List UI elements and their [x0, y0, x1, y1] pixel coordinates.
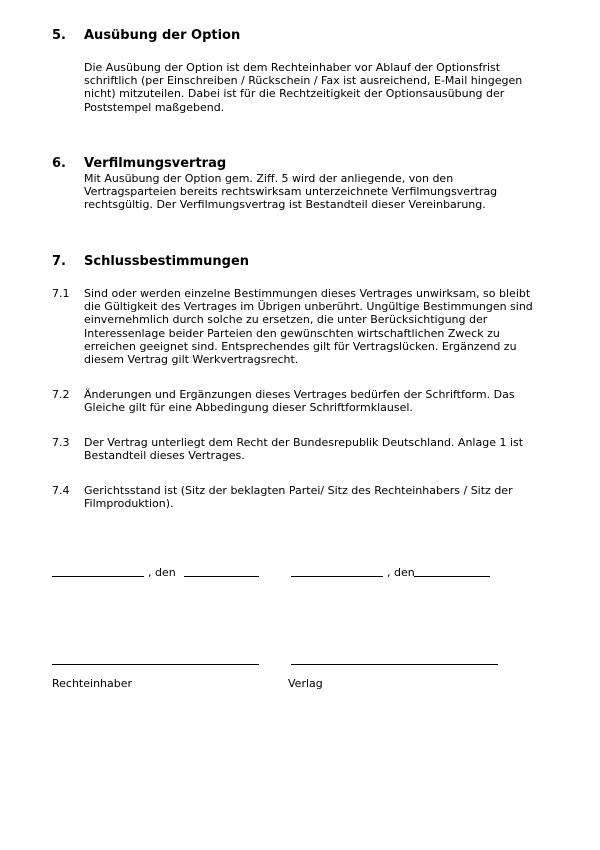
text-line: erreichen geeignet sind. Entsprechendes gilt für Vertragslücken. Ergänzend zu	[84, 339, 517, 353]
text-line: rechtsgültig. Der Verfilmungsvertrag ist Bestandteil dieser Vereinbarung.	[84, 198, 486, 212]
section-title: Verfilmungsvertrag	[84, 156, 227, 171]
section-number: 6.	[52, 156, 66, 171]
text-line: Gerichtsstand ist (Sitz der beklagten Partei/ Sitz des Rechteinhabers / Sitz der	[84, 484, 513, 497]
text-line: Mit Ausübung der Option gem. Ziff. 5 wird der anliegende, von den	[84, 172, 454, 185]
text-line: diesem Vertrag gilt Werkvertragsrecht.	[84, 353, 299, 367]
subsection-number: 7.1	[52, 287, 70, 300]
subsection-number: 7.3	[52, 436, 70, 449]
section-number: 7.	[52, 254, 66, 269]
text-line: Vertragsparteien bereits rechtswirksam unterzeichnete Verfilmungsvertrag	[84, 185, 498, 199]
text-line: Die Ausübung der Option ist dem Rechteinhaber vor Ablauf der Optionsfrist	[84, 61, 501, 74]
subsection-number: 7.2	[52, 388, 70, 401]
section-title: Schlussbestimmungen	[84, 254, 250, 269]
section-6-body	[84, 172, 574, 212]
text-line: Änderungen und Ergänzungen dieses Vertrages bedürfen der Schriftform. Das	[84, 388, 515, 401]
subsection-7-1-body	[84, 287, 574, 366]
text-line: schriftlich (per Einschreiben / Rückschein / Fax ist ausreichend, E-Mail hingegen	[84, 74, 523, 88]
text-line: nicht) mitzuteilen. Dabei ist für die Rechtzeitigkeit der Optionsausübung der	[84, 87, 505, 101]
text-line: Poststempel maßgebend.	[84, 100, 225, 114]
place-date-label-left: , den	[148, 566, 176, 579]
subsection-7-2-body	[84, 388, 574, 414]
text-line: Gleiche gilt für eine Abbedingung dieser Schriftformklausel.	[84, 401, 413, 415]
text-line: Sind oder werden einzelne Bestimmungen dieses Vertrages unwirksam, so bleibt	[84, 287, 531, 300]
place-line-left	[52, 576, 144, 577]
section-title: Ausübung der Option	[84, 28, 241, 43]
signature-line-right	[291, 664, 498, 665]
section-5-body	[84, 61, 574, 114]
text-line: einvernehmlich durch solche zu ersetzen, die unter Berücksichtigung der	[84, 313, 488, 327]
date-line-left	[184, 576, 259, 577]
signature-party-right: Verlag	[288, 677, 323, 690]
section-number: 5.	[52, 28, 66, 43]
date-line-right	[414, 576, 490, 577]
text-line: Filmproduktion).	[84, 497, 174, 511]
text-line: Interessenlage beider Parteien den gewünschten wirtschaftlichen Zweck zu	[84, 326, 500, 340]
subsection-number: 7.4	[52, 484, 70, 497]
subsection-7-3-body	[84, 436, 574, 462]
text-line: Der Vertrag unterliegt dem Recht der Bundesrepublik Deutschland. Anlage 1 ist	[84, 436, 524, 449]
subsection-7-4-body	[84, 484, 574, 510]
section-7-heading	[52, 254, 249, 270]
signature-party-left: Rechteinhaber	[52, 677, 133, 690]
signature-line-left	[52, 664, 259, 665]
section-6-heading	[52, 156, 226, 172]
place-line-right	[291, 576, 383, 577]
text-line: Bestandteil dieses Vertrages.	[84, 449, 245, 463]
section-5-heading	[52, 28, 240, 44]
place-date-label-right: , den	[387, 566, 415, 579]
text-line: die Gültigkeit des Vertrages im Übrigen unberührt. Ungültige Bestimmungen sind	[84, 300, 533, 314]
